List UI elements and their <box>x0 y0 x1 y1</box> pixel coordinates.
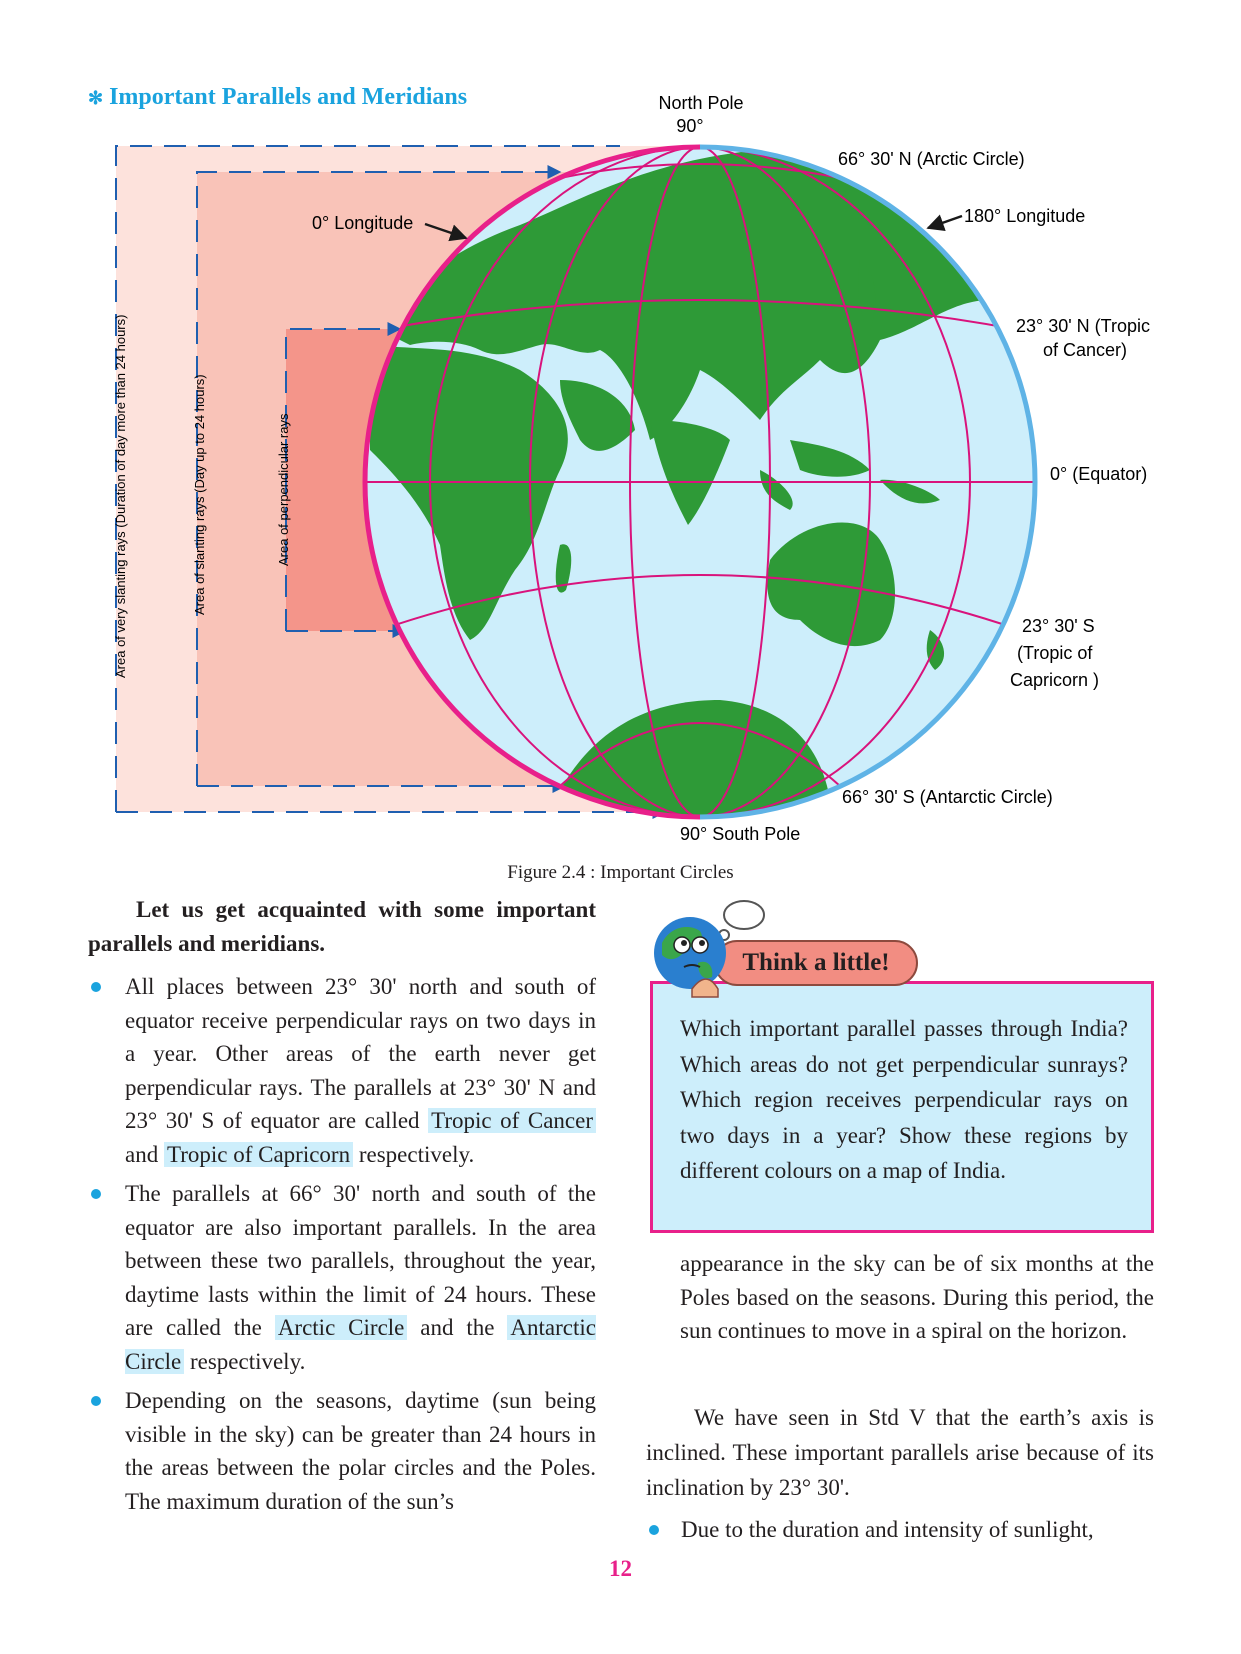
antarctic-circle-label: 66° 30' S (Antarctic Circle) <box>842 787 1053 807</box>
thinking-globe-icon <box>648 893 768 1003</box>
south-pole-label: 90° South Pole <box>680 824 801 844</box>
bullet-icon <box>91 1189 101 1199</box>
bullet-icon <box>649 1525 659 1535</box>
right-bullet: Due to the duration and intensity of sunlight, <box>646 1513 1154 1547</box>
list-item: All places between 23° 30' north and south of equator receive perpendicular rays on two days in a year. Other areas of the earth never get perpendicular rays. The parallels at 23° 30' N and 23° 30' S of equator are called Tropic of Cancer and Tropic of Capricorn respectively. <box>88 970 596 1171</box>
tropic-cancer-label-1: 23° 30' N (Tropic <box>1016 316 1151 336</box>
continued-paragraph: appearance in the sky can be of six months at the Poles based on the seasons. During this period, the sun continues to move in a spiral on the horizon. <box>680 1251 1154 1343</box>
area-perpendicular-label: Area of perpendicular rays <box>276 413 291 566</box>
section-title: Important Parallels and Meridians <box>109 84 468 110</box>
list-item: Depending on the seasons, daytime (sun being visible in the sky) can be greater than 24 hours in the areas between the polar circles and the Poles. The maximum duration of the sun’s <box>88 1384 596 1518</box>
highlight-tropic-of-cancer: Tropic of Cancer <box>428 1108 596 1133</box>
axis-paragraph: We have seen in Std V that the earth’s axis is inclined. These important parallels arise because of its inclination by 23° 30'. <box>646 1405 1154 1500</box>
tropic-capricorn-label-1: 23° 30' S <box>1022 616 1095 636</box>
north-pole-degree: 90° <box>676 116 704 136</box>
area-very-slanting-label: Area of very slanting rays (Duration of day more than 24 hours) <box>113 314 128 678</box>
tropic-cancer-label-2: of Cancer) <box>1043 340 1128 360</box>
lead-paragraph: Let us get acquainted with some important parallels and meridians. <box>88 897 596 956</box>
star-icon: ✻ <box>88 88 104 108</box>
think-text: Which important parallel passes through India? Which areas do not get perpendicular sunrays? Which region receives perpendicular rays on two days in a year? Show these regions by different colours on a map of India. <box>680 1016 1128 1183</box>
highlight-antarctic-circle: Antarctic Circle <box>125 1315 596 1374</box>
figure-caption: Figure 2.4 : Important Circles <box>507 862 734 883</box>
tropic-capricorn-label-3: Capricorn ) <box>1010 670 1100 690</box>
arctic-circle-label: 66° 30' N (Arctic Circle) <box>838 149 1025 169</box>
page-number: 12 <box>609 1556 632 1581</box>
highlight-arctic-circle: Arctic Circle <box>275 1315 408 1340</box>
think-title: Think a little! <box>714 940 918 986</box>
bullet-icon <box>91 1396 101 1406</box>
list-item: The parallels at 66° 30' north and south of the equator are also important parallels. In the area between these two parallels, throughout the year, daytime lasts within the limit of 24 hours. These are called the Arctic Circle and the Antarctic Circle respectively. <box>88 1177 596 1378</box>
left-bullet-list <box>88 970 596 1524</box>
area-slanting-label: Area of slanting rays (Day up to 24 hours) <box>192 374 207 615</box>
tropic-capricorn-label-2: (Tropic of <box>1017 643 1093 663</box>
equator-label: 0° (Equator) <box>1050 464 1148 484</box>
longitude-0-label: 0° Longitude <box>312 213 414 233</box>
highlight-tropic-of-capricorn: Tropic of Capricorn <box>164 1142 353 1167</box>
bullet-icon <box>91 982 101 992</box>
longitude-180-label: 180° Longitude <box>964 206 1086 226</box>
north-pole-label: North Pole <box>658 93 744 113</box>
